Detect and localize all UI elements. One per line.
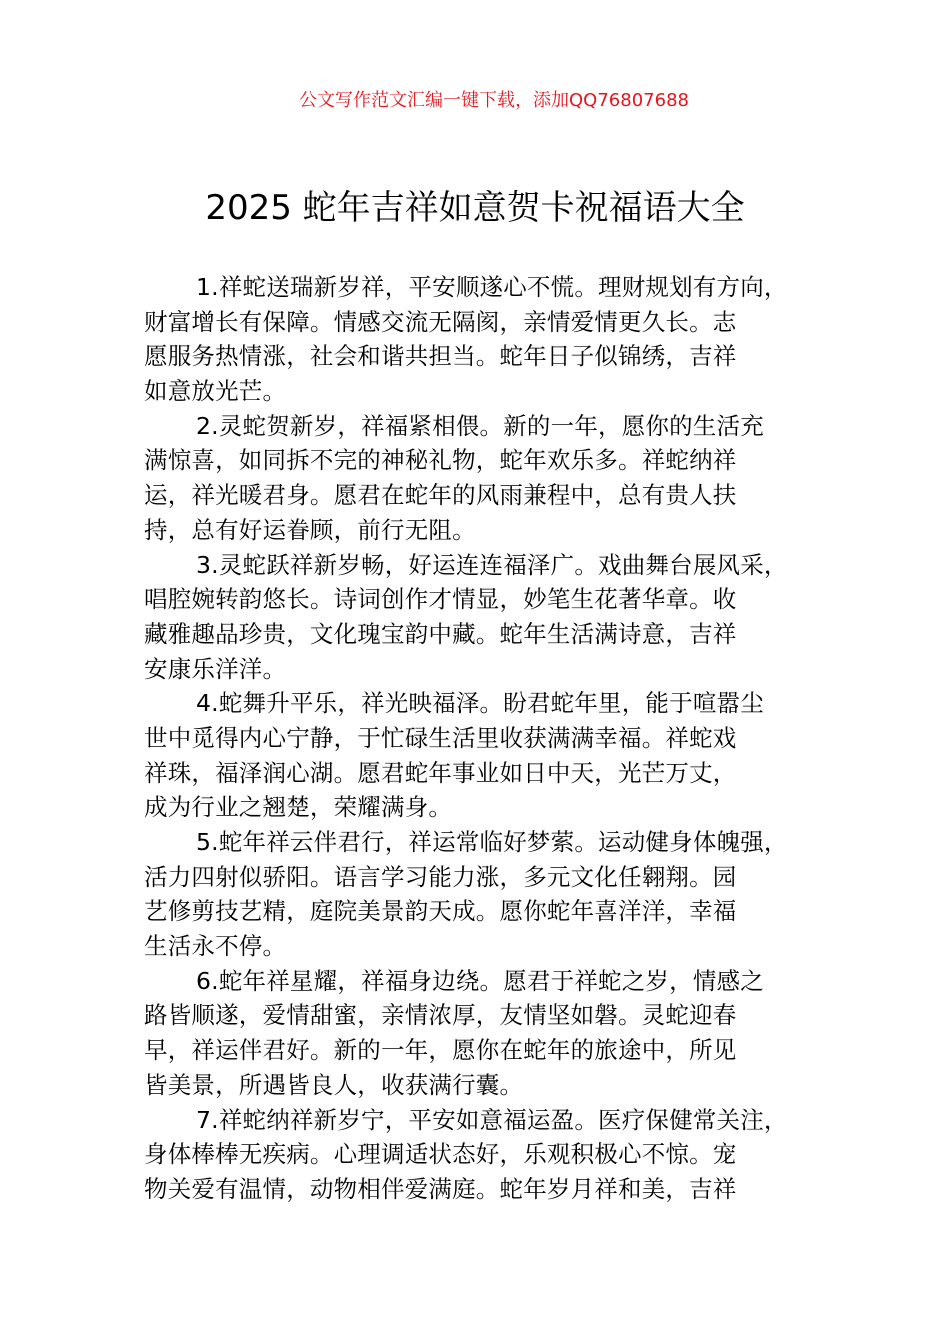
paragraph-line: 艺修剪技艺精，庭院美景韵天成。愿你蛇年喜洋洋，幸福 <box>144 897 737 926</box>
greeting-paragraph <box>144 964 844 1103</box>
paragraph-line: 运，祥光暖君身。愿君在蛇年的风雨兼程中，总有贵人扶 <box>144 481 737 510</box>
paragraph-line: 生活永不停。 <box>144 932 287 961</box>
paragraph-line: 2.灵蛇贺新岁，祥福紧相偎。新的一年，愿你的生活充 <box>196 411 764 440</box>
paragraph-line: 3.灵蛇跃祥新岁畅，好运连连福泽广。戏曲舞台展风采， <box>196 550 788 579</box>
paragraph-line: 藏雅趣品珍贵，文化瑰宝韵中藏。蛇年生活满诗意，吉祥 <box>144 619 737 648</box>
paragraph-line: 路皆顺遂，爱情甜蜜，亲情浓厚，友情坚如磐。灵蛇迎春 <box>144 1001 737 1030</box>
document-title: 2025 蛇年吉祥如意贺卡祝福语大全 <box>205 188 745 228</box>
paragraph-line: 早，祥运伴君好。新的一年，愿你在蛇年的旅途中，所见 <box>144 1036 737 1065</box>
paragraph-line: 成为行业之翘楚，荣耀满身。 <box>144 793 453 822</box>
greeting-paragraph <box>144 825 844 964</box>
paragraph-line: 如意放光芒。 <box>144 377 287 406</box>
paragraph-line: 1.祥蛇送瑞新岁祥，平安顺遂心不慌。理财规划有方向， <box>196 273 788 301</box>
paragraph-line: 安康乐洋洋。 <box>144 654 287 683</box>
paragraph-line: 4.蛇舞升平乐，祥光映福泽。盼君蛇年里，能于喧嚣尘 <box>196 689 764 718</box>
paragraph-line: 祥珠，福泽润心湖。愿君蛇年事业如日中天，光芒万丈， <box>144 758 737 787</box>
paragraph-line: 愿服务热情涨，社会和谐共担当。蛇年日子似锦绣，吉祥 <box>144 342 737 371</box>
greeting-paragraph <box>144 548 844 687</box>
document-body <box>144 270 844 1207</box>
greeting-paragraph <box>144 409 844 548</box>
paragraph-line: 满惊喜，如同拆不完的神秘礼物，蛇年欢乐多。祥蛇纳祥 <box>144 446 737 475</box>
paragraph-line: 身体棒棒无疾病。心理调适状态好，乐观积极心不惊。宠 <box>144 1140 737 1169</box>
paragraph-line: 世中觅得内心宁静，于忙碌生活里收获满满幸福。祥蛇戏 <box>144 723 737 752</box>
greeting-paragraph <box>144 686 844 825</box>
paragraph-line: 财富增长有保障。情感交流无隔阂，亲情爱情更久长。志 <box>144 307 737 336</box>
greeting-paragraph <box>144 270 844 409</box>
download-promo-note: 公文写作范文汇编一键下载，添加QQ76807688 <box>299 90 689 111</box>
paragraph-line: 唱腔婉转韵悠长。诗词创作才情显，妙笔生花著华章。收 <box>144 585 737 614</box>
paragraph-line: 5.蛇年祥云伴君行，祥运常临好梦萦。运动健身体魄强， <box>196 828 788 856</box>
paragraph-line: 皆美景，所遇皆良人，收获满行囊。 <box>144 1070 524 1099</box>
paragraph-line: 活力四射似骄阳。语言学习能力涨，多元文化任翱翔。园 <box>144 862 737 891</box>
greeting-paragraph <box>144 1103 844 1207</box>
paragraph-line: 持，总有好运眷顾，前行无阻。 <box>144 515 476 544</box>
paragraph-line: 物关爱有温情，动物相伴爱满庭。蛇年岁月祥和美，吉祥 <box>144 1174 737 1203</box>
paragraph-line: 7.祥蛇纳祥新岁宁，平安如意福运盈。医疗保健常关注， <box>196 1105 788 1134</box>
paragraph-line: 6.蛇年祥星耀，祥福身边绕。愿君于祥蛇之岁，情感之 <box>196 966 764 995</box>
